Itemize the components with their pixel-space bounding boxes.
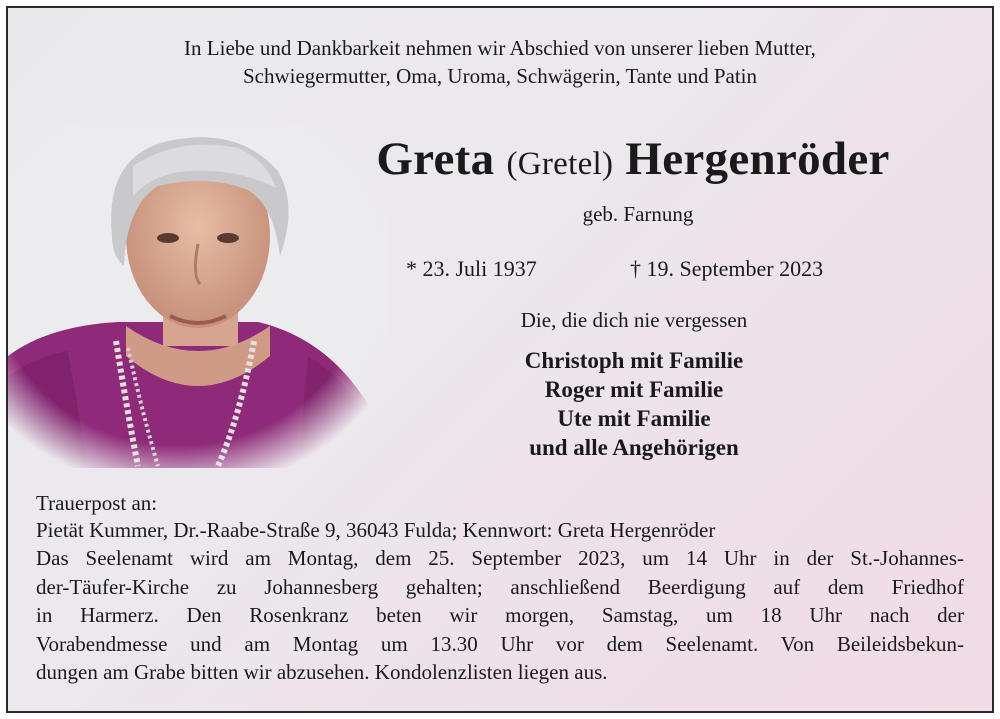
- service-line: dungen am Grabe bitten wir abzusehen. Kondolenzlisten liegen aus.: [36, 660, 608, 684]
- service-line: der-Täufer-Kirche zu Johannesberg gehalten; anschließend Beerdigung auf dem Friedhof: [36, 574, 964, 599]
- service-line: Vorabendmesse und am Montag um 13.30 Uhr vor dem Seelenamt. Von Beileidsbekun-: [36, 631, 964, 656]
- intro-line-1: In Liebe und Dankbarkeit nehmen wir Abschied von unserer lieben Mutter,: [184, 36, 816, 60]
- last-name: Hergenröder: [625, 133, 890, 185]
- nickname: (Gretel): [506, 146, 614, 182]
- mourner-name: Ute mit Familie: [557, 406, 711, 431]
- mourners-list: [434, 346, 834, 462]
- intro-text: [8, 34, 992, 90]
- first-name: Greta: [376, 133, 495, 185]
- service-line: Das Seelenamt wird am Montag, dem 25. September 2023, um 14 Uhr in der St.-Johannes-: [36, 546, 964, 570]
- portrait-photo: [8, 126, 388, 468]
- obituary-card: [6, 6, 994, 713]
- details-block: [36, 490, 976, 686]
- intro-line-2: Schwiegermutter, Oma, Uroma, Schwägerin, Tante und Patin: [242, 64, 757, 88]
- mourners-intro: Die, die dich nie vergessen: [520, 308, 748, 332]
- mourner-name: Christoph mit Familie: [524, 348, 744, 373]
- death-date: † 19. September 2023: [630, 256, 824, 281]
- birth-date: * 23. Juli 1937: [406, 256, 537, 281]
- mourner-name: Roger mit Familie: [544, 377, 724, 402]
- service-line: in Harmerz. Den Rosenkranz beten wir morgen, Samstag, um 18 Uhr nach der: [36, 603, 964, 627]
- address-label: Trauerpost an:: [36, 491, 158, 515]
- mourner-name: und alle Angehörigen: [529, 435, 739, 460]
- maiden-name: geb. Farnung: [582, 202, 694, 226]
- deceased-name: [338, 132, 928, 186]
- address-line: Pietät Kummer, Dr.-Raabe-Straße 9, 36043 Fulda; Kennwort: Greta Hergenröder: [36, 517, 716, 542]
